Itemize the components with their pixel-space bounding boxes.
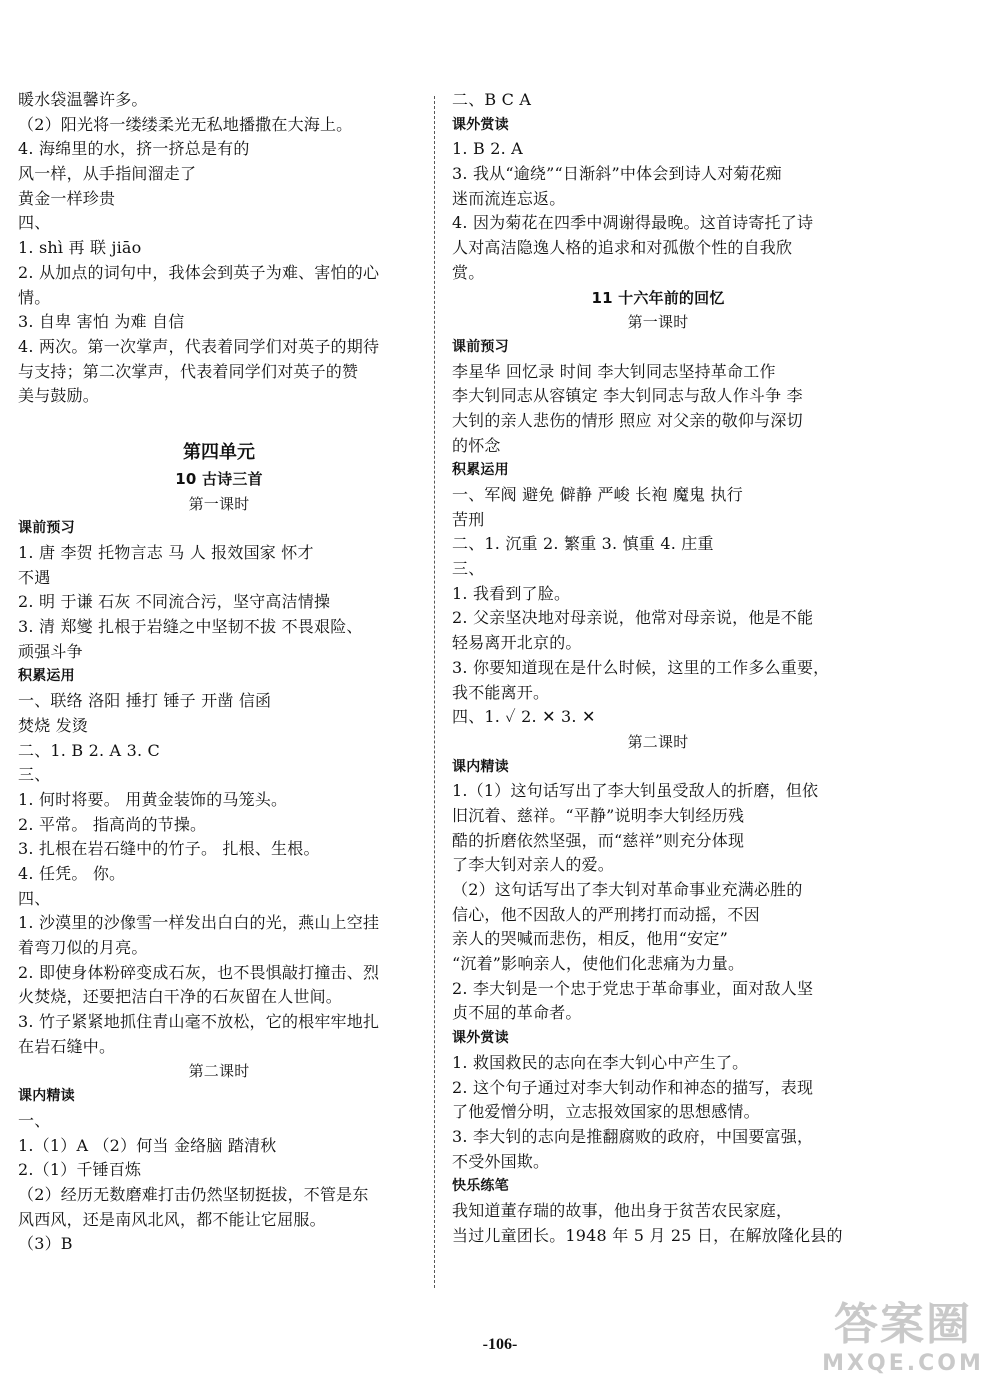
right-text-line: 3. 我从“逾绕”“日渐斜”中体会到诗人对菊花痴 — [452, 164, 782, 184]
right-section-heading: 课外赏读 — [452, 116, 509, 133]
left-text-line: 二、1. B 2. A 3. C — [18, 740, 160, 760]
left-text-line: 着弯刀似的月亮。 — [18, 938, 148, 957]
left-text-line: 与支持；第二次掌声，代表着同学们对英子的赞 — [18, 361, 359, 381]
right-text-line: 不受外国欺。 — [452, 1151, 550, 1171]
left-text-line: 1. 唐 李贺 托物言志 马 人 报效国家 怀才 — [18, 543, 314, 562]
right-section-heading: 课内精读 — [452, 758, 509, 775]
left-text-line: （2）经历无数磨难打击仍然坚韧挺拔，不管是东 — [18, 1184, 369, 1204]
left-section-heading: 课内精读 — [18, 1088, 75, 1105]
right-text-line: 亲人的哭喊而悲伤，相反，他用“安定” — [452, 929, 728, 949]
left-text-line: 1. shì 再 联 jiāo — [18, 238, 142, 258]
right-text-line: （2）这句话写出了李大钊对革命事业充满必胜的 — [452, 880, 803, 899]
left-text-line: 顽强斗争 — [18, 641, 83, 661]
left-column — [18, 88, 420, 1257]
right-text-line: 信心，他不因敌人的严刑拷打而动摇，不因 — [452, 904, 760, 924]
left-text-line: 不遇 — [18, 567, 51, 587]
left-section-heading: 课前预习 — [18, 520, 75, 537]
lesson-period: 第一课时 — [188, 494, 250, 513]
left-text-line: 4. 任凭。 你。 — [18, 863, 126, 883]
left-spacer — [18, 409, 420, 433]
right-text-line: 苦刑 — [452, 509, 485, 529]
left-text-line: 2.（1）千锤百炼 — [18, 1160, 142, 1180]
right-text-line: 人对高洁隐逸人格的追求和对孤傲个性的自我欣 — [452, 238, 793, 258]
right-text-line: 二、1. 沉重 2. 繁重 3. 慎重 4. 庄重 — [452, 534, 714, 554]
right-text-line: 3. 李大钊的志向是推翻腐败的政府，中国要富强， — [452, 1126, 814, 1146]
right-text-line: “沉着”影响亲人，使他们化悲痛为力量。 — [452, 954, 745, 974]
right-text-line: 贞不屈的革命者。 — [452, 1003, 582, 1023]
right-text-line: 1. 救国救民的志向在李大钊心中产生了。 — [452, 1052, 749, 1072]
left-text-line: 风西风，还是南风北风，都不能让它屈服。 — [18, 1209, 326, 1229]
right-text-line: 三、 — [452, 559, 485, 579]
left-text-line: （2）阳光将一缕缕柔光无私地播撒在大海上。 — [18, 114, 353, 134]
left-text-line: 3. 竹子紧紧地抓住青山毫不放松，它的根牢牢地扎 — [18, 1012, 380, 1032]
left-text-line: 2. 从加点的词句中，我体会到英子为难、害怕的心 — [18, 262, 380, 282]
page-number: -106- — [482, 1336, 518, 1353]
lesson-period: 第二课时 — [627, 732, 689, 751]
left-text-line: 3. 清 郑燮 扎根于岩缝之中坚韧不拔 不畏艰险、 — [18, 617, 363, 637]
right-text-line: 了李大钊对亲人的爱。 — [452, 855, 615, 875]
left-text-line: 情。 — [18, 287, 51, 307]
left-text-line: 风一样，从手指间溜走了 — [18, 164, 197, 184]
right-text-line: 李大钊同志从容镇定 李大钊同志与敌人作斗争 李 — [452, 386, 803, 406]
right-text-line: 李星华 回忆录 时间 李大钊同志坚持革命工作 — [452, 361, 776, 381]
left-text-line: 美与鼓励。 — [18, 386, 100, 406]
right-text-line: 了他爱憎分明，立志报效国家的思想感情。 — [452, 1102, 760, 1122]
right-text-line: 大钊的亲人悲伤的情形 照应 对父亲的敬仰与深切 — [452, 410, 803, 430]
lesson-title: 10 古诗三首 — [175, 469, 263, 488]
left-text-line: 四、 — [18, 888, 51, 908]
left-text-line: （3）B — [18, 1234, 73, 1254]
right-text-line: 1.（1）这句话写出了李大钊虽受敌人的折磨，但依 — [452, 781, 819, 801]
right-text-line: 1. B 2. A — [452, 139, 523, 159]
watermark-logo-text: 答案圈 — [834, 1299, 972, 1350]
right-text-line: 4. 因为菊花在四季中凋谢得最晚。这首诗寄托了诗 — [452, 213, 814, 233]
right-text-line: 我不能离开。 — [452, 682, 550, 702]
right-section-heading: 课外赏读 — [452, 1030, 509, 1047]
right-text-line: 1. 我看到了脸。 — [452, 583, 571, 603]
left-text-line: 1. 何时将要。 用黄金装饰的马笼头。 — [18, 789, 288, 809]
left-text-line: 3. 自卑 害怕 为难 自信 — [18, 312, 185, 332]
right-text-line: 3. 你要知道现在是什么时候，这里的工作多么重要， — [452, 657, 830, 677]
right-section-heading: 积累运用 — [452, 462, 509, 479]
left-text-line: 焚烧 发烫 — [18, 715, 89, 735]
left-text-line: 火焚烧，还要把洁白干净的石灰留在人世间。 — [18, 987, 343, 1007]
watermark-logo — [818, 1300, 988, 1388]
right-text-line: 赏。 — [452, 262, 485, 282]
left-text-line: 1. 沙漠里的沙像雪一样发出白白的光，燕山上空挂 — [18, 913, 380, 933]
right-text-line: 当过儿童团长。1948 年 5 月 25 日，在解放隆化县的 — [452, 1225, 843, 1245]
left-text-line: 2. 即使身体粉碎变成石灰，也不畏惧敲打撞击、烈 — [18, 962, 380, 982]
right-text-line: 旧沉着、慈祥。“平静”说明李大钊经历残 — [452, 805, 745, 825]
right-text-line: 四、1. ✓ 2. ✕ 3. ✕ — [452, 707, 596, 727]
left-text-line: 暖水袋温馨许多。 — [18, 90, 148, 109]
left-text-line: 2. 平常。 指高尚的节操。 — [18, 814, 207, 834]
right-text-line: 2. 这个句子通过对李大钊动作和神态的描写，表现 — [452, 1077, 814, 1097]
unit-title: 第四单元 — [183, 441, 255, 463]
left-text-line: 一、 — [18, 1110, 51, 1130]
left-text-line: 3. 扎根在岩石缝中的竹子。 扎根、生根。 — [18, 839, 320, 859]
right-column — [452, 88, 864, 1248]
left-text-line: 三、 — [18, 765, 51, 785]
lesson-title: 11 十六年前的回忆 — [591, 288, 725, 307]
left-text-line: 1.（1）A （2）何当 金络脑 踏清秋 — [18, 1135, 277, 1155]
left-text-line: 四、 — [18, 213, 51, 233]
right-text-line: 一、军阀 避免 僻静 严峻 长袍 魔鬼 执行 — [452, 485, 743, 504]
right-text-line: 迷而流连忘返。 — [452, 188, 566, 208]
right-text-line: 2. 李大钊是一个忠于党忠于革命事业，面对敌人坚 — [452, 978, 814, 998]
left-text-line: 在岩石缝中。 — [18, 1036, 116, 1056]
watermark-url: MXQE.COM — [822, 1351, 984, 1376]
left-text-line: 2. 明 于谦 石灰 不同流合污，坚守高洁情操 — [18, 592, 331, 612]
right-section-heading: 快乐练笔 — [452, 1178, 509, 1195]
right-text-line: 酷的折磨依然坚强，而“慈祥”则充分体现 — [452, 830, 745, 850]
left-text-line: 一、联络 洛阳 捶打 锤子 开凿 信函 — [18, 691, 272, 711]
right-text-line: 的怀念 — [452, 435, 501, 455]
right-text-line: 我知道董存瑞的故事，他出身于贫苦农民家庭， — [452, 1200, 793, 1220]
left-section-heading: 积累运用 — [18, 668, 75, 685]
left-text-line: 黄金一样珍贵 — [18, 188, 116, 208]
left-text-line: 4. 海绵里的水，挤一挤总是有的 — [18, 139, 250, 159]
right-section-heading: 课前预习 — [452, 338, 509, 355]
right-text-line: 轻易离开北京的。 — [452, 633, 582, 653]
lesson-period: 第一课时 — [627, 313, 689, 332]
right-text-line: 2. 父亲坚决地对母亲说，他常对母亲说，他是不能 — [452, 608, 814, 628]
column-divider — [434, 96, 435, 1288]
lesson-period: 第二课时 — [188, 1062, 250, 1081]
right-text-line: 二、B C A — [452, 90, 532, 109]
left-text-line: 4. 两次。第一次掌声，代表着同学们对英子的期待 — [18, 336, 380, 356]
